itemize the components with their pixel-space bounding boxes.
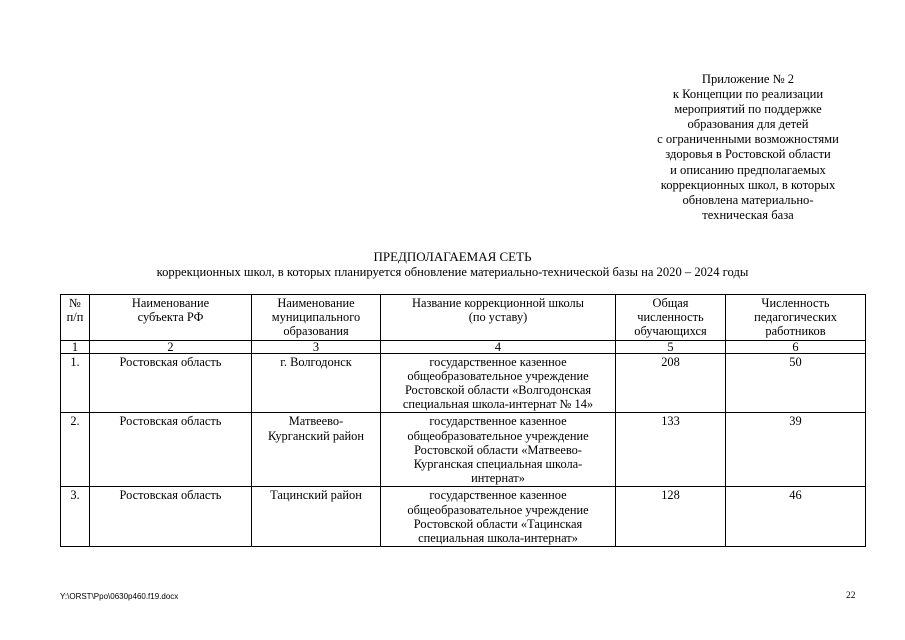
- table-header-row: [61, 295, 866, 341]
- teachers-cell: 50: [726, 353, 866, 413]
- teachers-cell: 46: [726, 487, 866, 547]
- column-number: 5: [616, 340, 726, 353]
- row-number: 3.: [61, 487, 90, 547]
- table-row: [61, 353, 866, 413]
- header-cell-number: № п/п: [61, 295, 90, 341]
- row-number: 1.: [61, 353, 90, 413]
- column-number: 4: [381, 340, 616, 353]
- column-number: 2: [90, 340, 252, 353]
- appendix-line: Приложение № 2: [701, 72, 795, 86]
- schools-table: [60, 294, 866, 547]
- page-number: 22: [846, 591, 856, 601]
- appendix-line: образования для детей: [687, 117, 809, 132]
- appendix-line: к Концепции по реализации: [672, 87, 824, 102]
- region-cell: Ростовская область: [90, 487, 252, 547]
- column-number: 3: [252, 340, 381, 353]
- region-cell: Ростовская область: [90, 353, 252, 413]
- students-cell: 128: [616, 487, 726, 547]
- municipality-cell: Тацинский район: [252, 487, 381, 547]
- column-number: 1: [61, 340, 90, 353]
- row-number: 2.: [61, 413, 90, 487]
- students-cell: 133: [616, 413, 726, 487]
- header-cell-municipality: Наименование муниципального образования: [252, 295, 381, 341]
- municipality-cell: Матвеево- Курганский район: [252, 413, 381, 487]
- appendix-line: здоровья в Ростовской области: [665, 147, 831, 162]
- appendix-line: и описанию предполагаемых: [670, 162, 826, 177]
- municipality-cell: г. Волгодонск: [252, 353, 381, 413]
- school-cell: государственное казенное общеобразовательное учреждение Ростовской области «Тацинская специальная школа-интернат»: [381, 487, 616, 547]
- appendix-line: техническая база: [702, 207, 794, 222]
- footer-file-path: Y:\ORST\Ppo\0630p460.f19.docx: [60, 592, 179, 601]
- header-cell-region: Наименование субъекта РФ: [90, 295, 252, 341]
- appendix-line: коррекционных школ, в которых: [660, 177, 836, 192]
- column-number-row: [61, 340, 866, 353]
- region-cell: Ростовская область: [90, 413, 252, 487]
- appendix-block: [630, 72, 866, 223]
- document-title: ПРЕДПОЛАГАЕМАЯ СЕТЬ: [373, 249, 532, 264]
- appendix-line: обновлена материально-: [682, 192, 814, 207]
- column-number: 6: [726, 340, 866, 353]
- school-cell: государственное казенное общеобразовательное учреждение Ростовской области «Волгодонская специальная школа-интернат № 14»: [381, 353, 616, 413]
- table-row: [61, 487, 866, 547]
- header-cell-teachers: Численность педагогических работников: [726, 295, 866, 341]
- appendix-line: мероприятий по поддержке: [674, 102, 822, 117]
- header-cell-school: Название коррекционной школы (по уставу): [381, 295, 616, 341]
- teachers-cell: 39: [726, 413, 866, 487]
- appendix-line: с ограниченными возможностями: [657, 132, 839, 147]
- header-cell-students: Общая численность обучающихся: [616, 295, 726, 341]
- students-cell: 208: [616, 353, 726, 413]
- table-row: [61, 413, 866, 487]
- document-subtitle: коррекционных школ, в которых планируется обновление материально-технической базы на 2020 – 2024 годы: [156, 265, 749, 279]
- school-cell: государственное казенное общеобразовательное учреждение Ростовской области «Матвеево- Курганская специальная школа- интернат»: [381, 413, 616, 487]
